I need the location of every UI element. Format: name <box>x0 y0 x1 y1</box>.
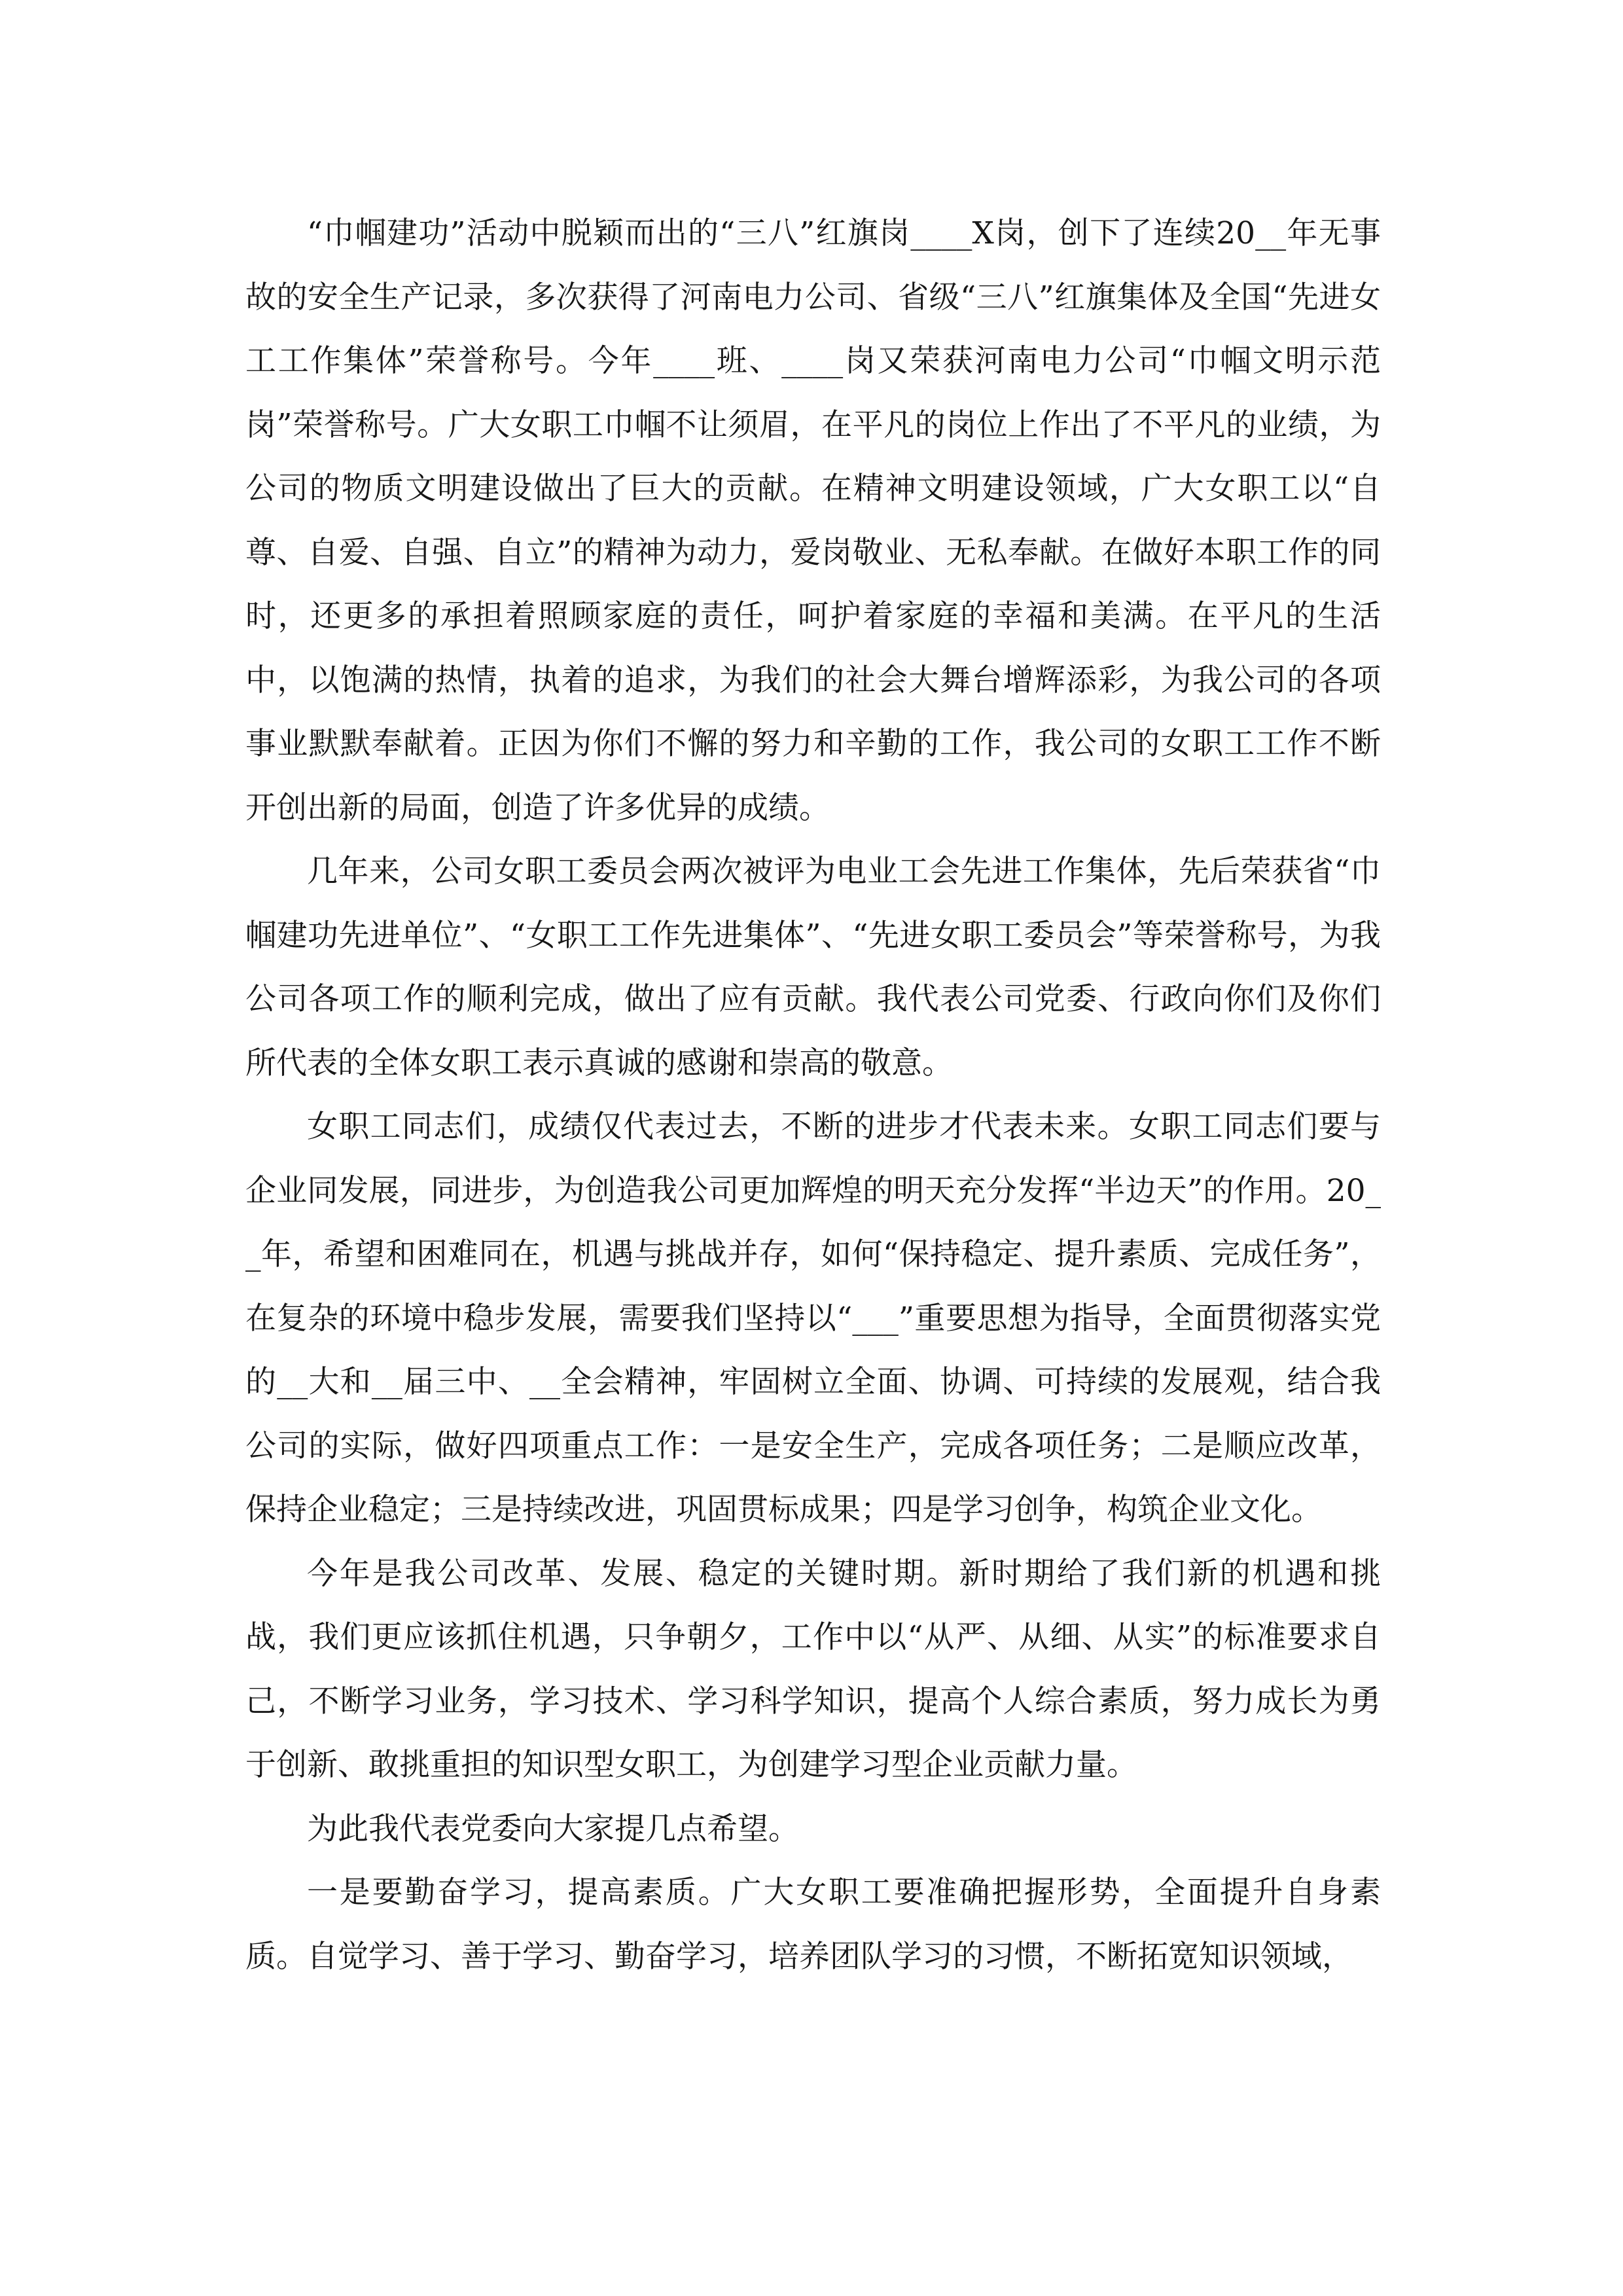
document-body <box>245 202 1381 1988</box>
paragraph-2: 几年来，公司女职工委员会两次被评为电业工会先进工作集体，先后荣获省“巾帼建功先进单位”、“女职工工作先进集体”、“先进女职工委员会”等荣誉称号，为我公司各项工作的顺利完成，做出了应有贡献。我代表公司党委、行政向你们及你们所代表的全体女职工表示真诚的感谢和崇高的敬意。 <box>245 853 1381 1081</box>
paragraph-1: “巾帼建功”活动中脱颖而出的“三八”红旗岗____X岗，创下了连续20__年无事故的安全生产记录，多次获得了河南电力公司、省级“三八”红旗集体及全国“先进女工工作集体”荣誉称号。今年____班、____岗又荣获河南电力公司“巾帼文明示范岗”荣誉称号。广大女职工巾帼不让须眉，在平凡的岗位上作出了不平凡的业绩，为公司的物质文明建设做出了巨大的贡献。在精神文明建设领域，广大女职工以“自尊、自爱、自强、自立”的精神为动力，爱岗敬业、无私奉献。在做好本职工作的同时，还更多的承担着照顾家庭的责任，呵护着家庭的幸福和美满。在平凡的生活中，以饱满的热情，执着的追求，为我们的社会大舞台增辉添彩，为我公司的各项事业默默奉献着。正因为你们不懈的努力和辛勤的工作，我公司的女职工工作不断开创出新的局面，创造了许多优异的成绩。 <box>245 215 1381 826</box>
paragraph-4: 今年是我公司改革、发展、稳定的关键时期。新时期给了我们新的机遇和挑战，我们更应该抓住机遇，只争朝夕，工作中以“从严、从细、从实”的标准要求自己，不断学习业务，学习技术、学习科学知识，提高个人综合素质，努力成长为勇于创新、敢挑重担的知识型女职工，为创建学习型企业贡献力量。 <box>245 1555 1381 1783</box>
paragraph-5: 为此我代表党委向大家提几点希望。 <box>307 1810 799 1847</box>
paragraph-6: 一是要勤奋学习，提高素质。广大女职工要准确把握形势，全面提升自身素质。自觉学习、善于学习、勤奋学习，培养团队学习的习惯，不断拓宽知识领域， <box>245 1874 1381 1975</box>
paragraph-3: 女职工同志们，成绩仅代表过去，不断的进步才代表未来。女职工同志们要与企业同发展，同进步，为创造我公司更加辉煌的明天充分发挥“半边天”的作用。20__年，希望和困难同在，机遇与挑战并存，如何“保持稳定、提升素质、完成任务”，在复杂的环境中稳步发展，需要我们坚持以“___”重要思想为指导，全面贯彻落实党的__大和__届三中、__全会精神，牢固树立全面、协调、可持续的发展观，结合我公司的实际，做好四项重点工作：一是安全生产，完成各项任务；二是顺应改革，保持企业稳定；三是持续改进，巩固贯标成果；四是学习创争，构筑企业文化。 <box>245 1109 1381 1528</box>
